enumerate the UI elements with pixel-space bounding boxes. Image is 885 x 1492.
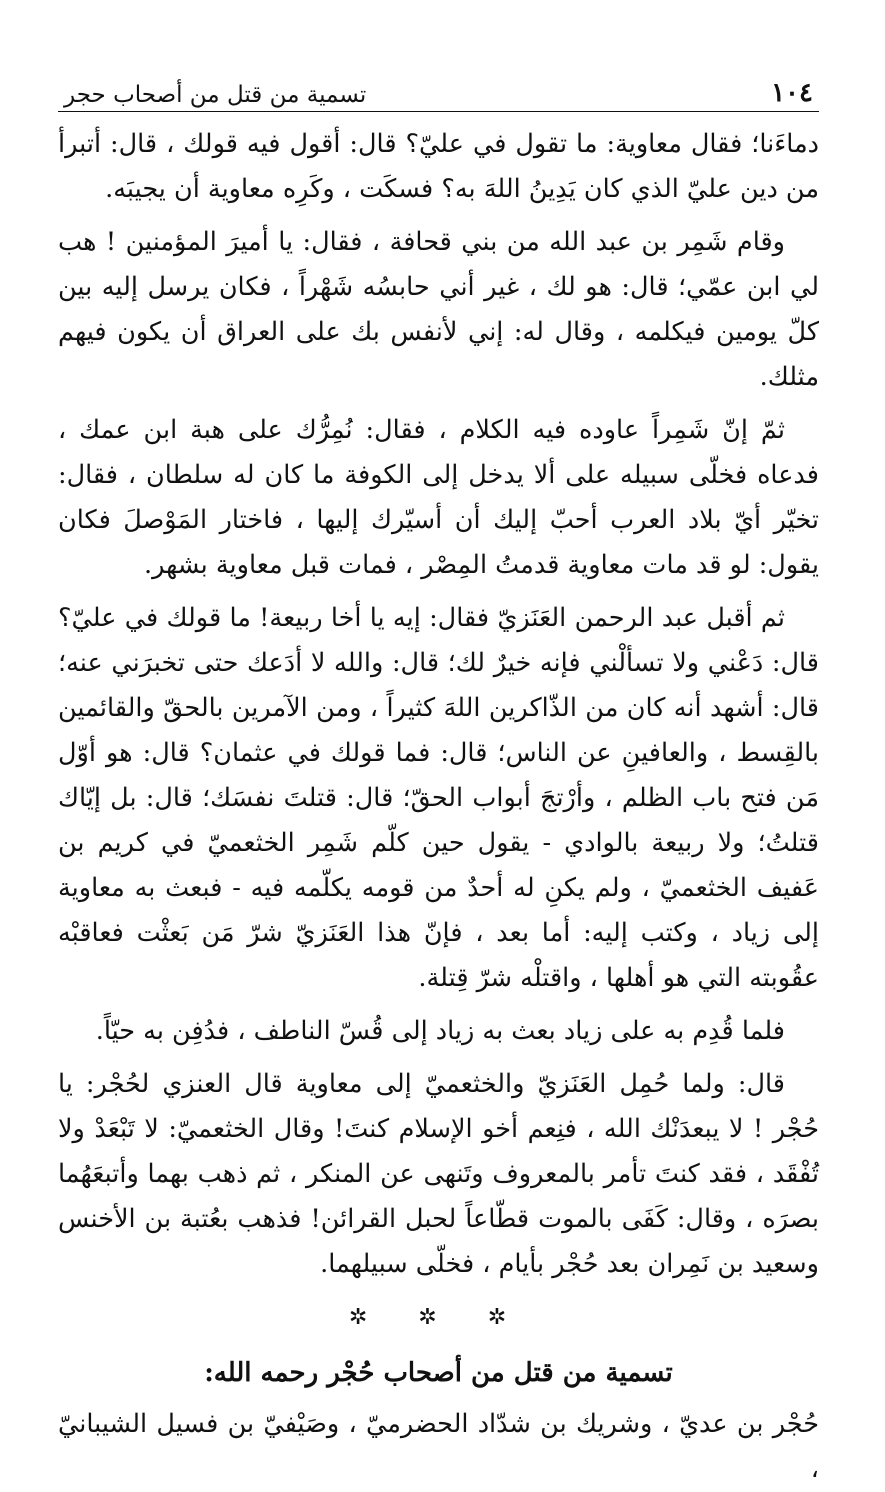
paragraph-1: دماءَنا؛ فقال معاوية: ما تقول في عليّ؟ قال: أقول فيه قولك ، قال: أتبرأ من دين عليّ الذي كان يَدِينُ اللهَ به؟ فسكَت ، وكَرِه معاوية أن يجيبَه.: [58, 129, 819, 204]
running-title: تسمية من قتل من أصحاب حجر: [64, 82, 367, 108]
section-heading: تسمية من قتل من أصحاب حُجْر رحمه الله:: [204, 1358, 673, 1388]
paragraph-6: قال: ولما حُمِل العَنَزيّ والخثعميّ إلى معاوية قال العنزي لحُجْر: يا حُجْر ! لا يبعدَنْك الله ، فنِعم أخو الإسلام كنتَ! وقال الخثعميّ: لا تَبْعَدْ ولا تُفْقَد ، فقد كنتَ تأمر بالمعروف وتَنهى عن المنكر ، ثم ذهب بهما وأتبعَهُما بصرَه ، وقال: كَفَى بالموت قطّاعاً لحبل القرائن! فذهب بعُتبة بن الأخنس وسعيد بن نَمِران بعد حُجْر بأيام ، فخلّى سبيلهما.: [58, 1069, 819, 1279]
paragraph-3: ثمّ إنّ شَمِراً عاوده فيه الكلام ، فقال: نُمِرُّك على هبة ابن عمك ، فدعاه فخلّى سبيله على ألا يدخل إلى الكوفة ما كان له سلطان ، فقال: تخيّر أيّ بلاد العرب أحبّ إليك أن أسيّرك إليها ، فاختار المَوْصلَ فكان يقول: لو قد مات معاوية قدمتُ المِصْر ، فمات قبل معاوية بشهر.: [58, 415, 819, 580]
paragraph-2: وقام شَمِر بن عبد الله من بني قحافة ، فقال: يا أميرَ المؤمنين ! هب لي ابن عمّي؛ قال: هو لك ، غير أني حابسُه شَهْراً ، فكان يرسل إليه بين كلّ يومين فيكلمه ، وقال له: إني لأنفس بك على العراق أن يكون فيهم مثلك.: [58, 227, 819, 392]
paragraph-names: حُجْر بن عديّ ، وشريك بن شدّاد الحضرميّ ، وصَيْفيّ بن فسيل الشيبانيّ ،: [58, 1409, 819, 1484]
section-separator: ✲ ✲ ✲: [348, 1305, 529, 1330]
paragraph-5: فلما قُدِم به على زياد بعث به زياد إلى قُسّ الناطف ، فدُفِن به حيّاً.: [95, 1016, 785, 1046]
page-header: [58, 68, 819, 112]
page-number: ١٠٤: [771, 78, 813, 108]
page-body: [58, 122, 819, 1492]
paragraph-4: ثم أقبل عبد الرحمن العَنَزيّ فقال: إيه يا أخا ربيعة! ما قولك في عليّ؟ قال: دَعْني ولا تسألْني فإنه خيرٌ لك؛ قال: والله لا أدَعك حتى تخبرَني عنه؛ قال: أشهد أنه كان من الذّاكرين اللهَ كثيراً ، ومن الآمرين بالحقّ والقائمين بالقِسط ، والعافينِ عن الناس؛ قال: فما قولك في عثمان؟ قال: هو أوّل مَن فتح باب الظلم ، وأرْتجَ أبواب الحقّ؛ قال: قتلتَ نفسَك؛ قال: بل إيّاك قتلتُ؛ ولا ربيعة بالوادي - يقول حين كلّم شَمِر الخثعميّ في كريم بن عَفيف الخثعميّ ، ولم يكنِ له أحدٌ من قومه يكلّمه فيه - فبعث به معاوية إلى زياد ، وكتب إليه: أما بعد ، فإنّ هذا العَنَزيّ شرّ مَن بَعثْت فعاقبْه عقُوبته التي هو أهلها ، واقتلْه شرّ قِتلة.: [58, 603, 819, 993]
